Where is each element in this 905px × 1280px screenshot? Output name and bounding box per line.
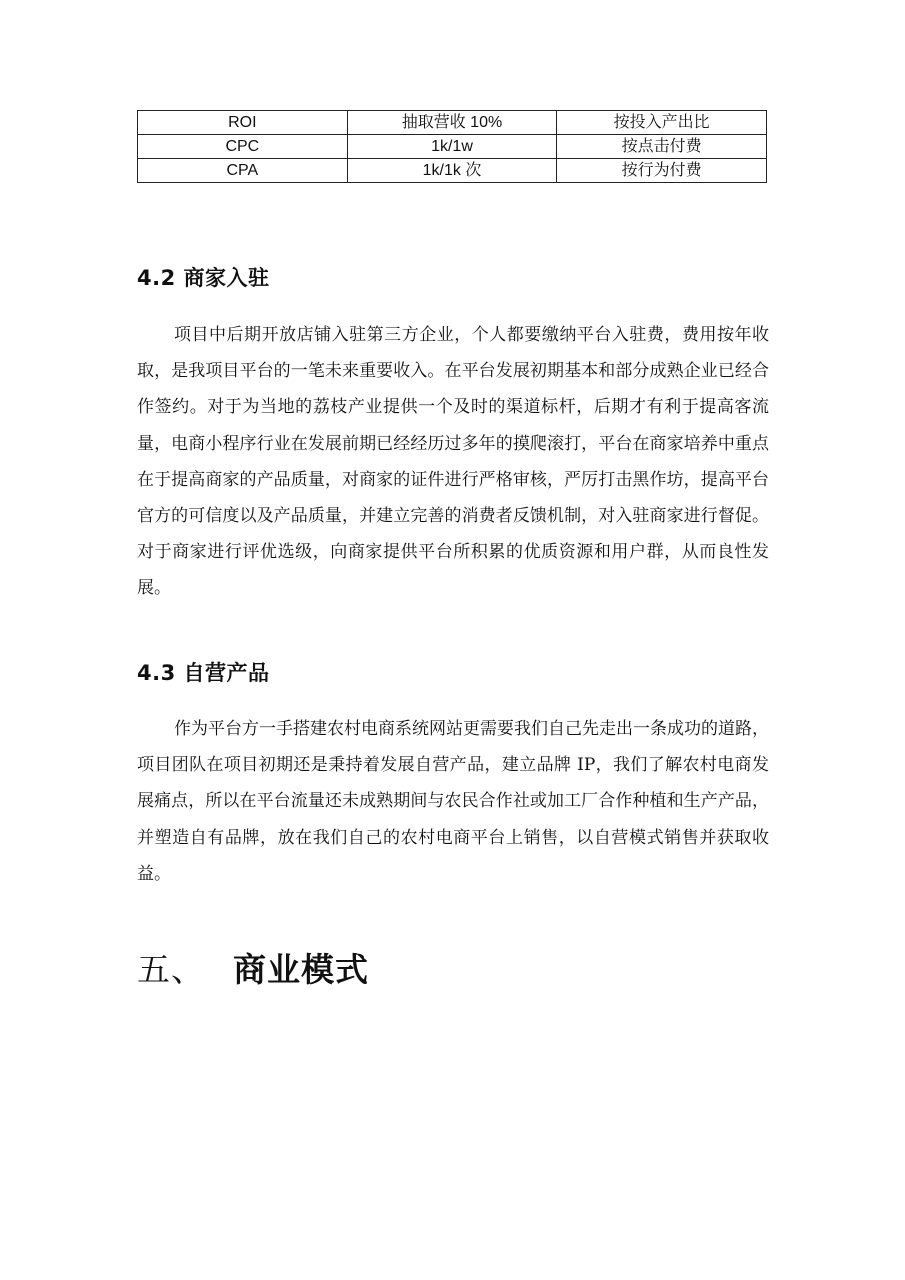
- table-cell: CPC: [138, 135, 348, 159]
- table-row: [138, 111, 767, 135]
- table-cell: 抽取营收 10%: [347, 111, 557, 135]
- table-row: [138, 135, 767, 159]
- section-4-3-paragraph: 作为平台方一手搭建农村电商系统网站更需要我们自己先走出一条成功的道路，项目团队在项目初期还是秉持着发展自营产品，建立品牌 IP，我们了解农村电商发展痛点，所以在平台流量还未成熟期间与农民合作社或加工厂合作种植和生产产品，并塑造自有品牌，放在我们自己的农村电商平台上销售，以自营模式销售并获取收益。: [137, 719, 769, 884]
- section-heading-4-3: 4.3 自营产品: [137, 661, 270, 685]
- table-cell: 1k/1k 次: [347, 159, 557, 183]
- table-cell: 1k/1w: [347, 135, 557, 159]
- chapter-heading: [137, 944, 369, 991]
- section-4-2-paragraph: 项目中后期开放店铺入驻第三方企业，个人都要缴纳平台入驻费，费用按年收取，是我项目平台的一笔未来重要收入。在平台发展初期基本和部分成熟企业已经合作签约。对于为当地的荔枝产业提供一个及时的渠道标杆，后期才有利于提高客流量，电商小程序行业在发展前期已经经历过多年的摸爬滚打，平台在商家培养中重点在于提高商家的产品质量，对商家的证件进行严格审核，严厉打击黑作坊，提高平台官方的可信度以及产品质量，并建立完善的消费者反馈机制，对入驻商家进行督促。对于商家进行评优选级，向商家提供平台所积累的优质资源和用户群，从而良性发展。: [137, 325, 769, 599]
- table-cell: 按行为付费: [557, 159, 767, 183]
- chapter-number: 五、: [137, 950, 205, 989]
- table-row: [138, 159, 767, 183]
- pricing-table-body: [138, 111, 767, 183]
- chapter-title: 商业模式: [233, 950, 369, 989]
- section-heading-4-2: 4.2 商家入驻: [137, 266, 270, 290]
- table-cell: 按投入产出比: [557, 111, 767, 135]
- pricing-table: [137, 110, 767, 183]
- table-cell: ROI: [138, 111, 348, 135]
- table-cell: 按点击付费: [557, 135, 767, 159]
- table-cell: CPA: [138, 159, 348, 183]
